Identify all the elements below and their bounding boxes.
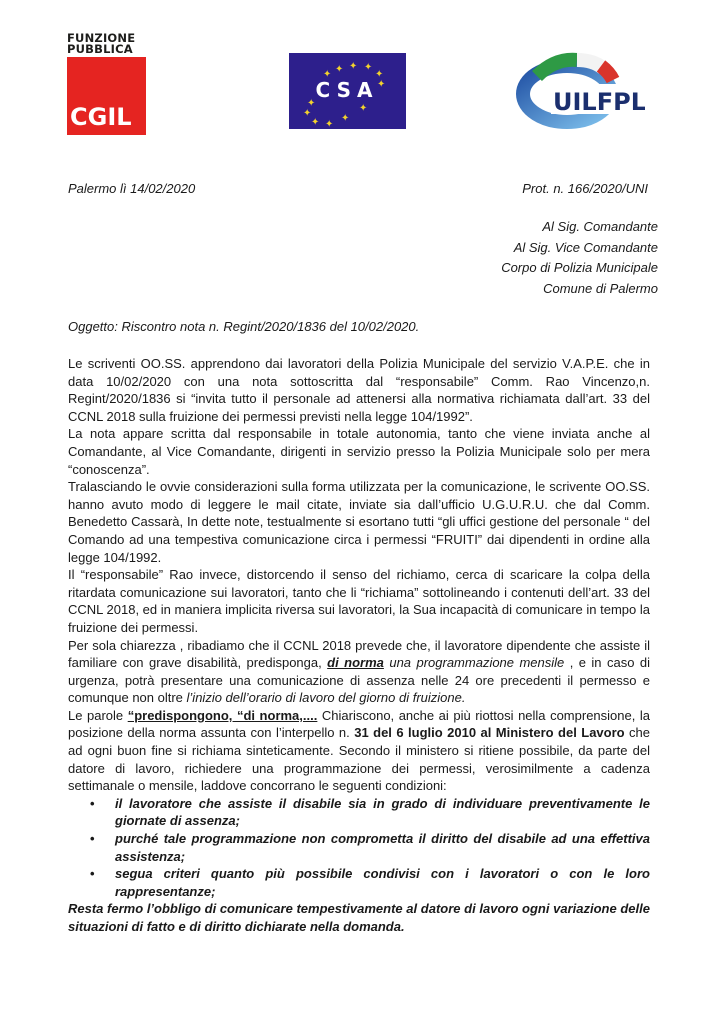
uilfpl-logo-mark: UILFPL xyxy=(553,88,645,116)
csa-logo-graphic xyxy=(289,53,406,129)
conditions-list xyxy=(68,795,650,901)
paragraph-6 xyxy=(68,707,650,795)
recipient-line: Al Sig. Vice Comandante xyxy=(513,239,658,255)
p5-text: Per sola chiarezza , ribadiamo che il CCNL 2018 prevede che, il lavoratore dipendente che assiste il familiare con grave disabilità, predisponga, xyxy=(68,637,650,671)
flag-white xyxy=(577,60,603,68)
star-icon: ✦ xyxy=(359,103,368,114)
star-icon: ✦ xyxy=(311,117,320,128)
star-icon: ✦ xyxy=(303,108,312,119)
p6-text: Chiariscono, anche ai più riottosi nella comprensione, la posizione della norma assunta con l’interpello n. xyxy=(68,707,651,741)
bullet-icon: • xyxy=(90,866,95,882)
star-icon: ✦ xyxy=(377,79,386,90)
star-icon: ✦ xyxy=(375,69,384,80)
paragraph-3: Tralasciando le ovvie considerazioni sulla forma utilizzata per la comunicazione, le scrivente OO.SS. hanno avuto modo di leggere le mail citate, inviate sia dall’ufficio U.G.U.R.U. che dal Comm. Benedetto Cassarà, In dette note, testualmente si esortano tutti “gli uffici gestione del personale “ del Comando ad una tempestiva comunicazione circa i permessi “FRUITI” dai dipendenti in ordine alla legge 104/1992. xyxy=(68,479,650,565)
condition-text: purché tale programmazione non comprometta il diritto del disabile ad una effettiva assistenza; xyxy=(115,831,650,864)
cgil-red-square xyxy=(67,57,146,135)
subject-line: Oggetto: Riscontro nota n. Regint/2020/1836 del 10/02/2020. xyxy=(68,319,420,334)
csa-logo xyxy=(289,53,406,129)
paragraph-1: Le scriventi OO.SS. apprendono dai lavoratori della Polizia Municipale del servizio V.A.P.E. che in data 10/02/2020 con una nota sottoscritta dal “responsabile” Comm. Rao Vincenzo,n. Regint/2020/1836 si “invita tutto il personale ad attenersi alla normativa richiamata dall’art. 33 del CCNL 2018 sulla fruizione dei permessi previsti nella legge 104/1992”. xyxy=(68,356,650,424)
p6-text: Le parole xyxy=(68,707,128,723)
cgil-logo-line1: FUNZIONE xyxy=(67,31,136,45)
p5-italic-end: l’inizio dell’orario di lavoro del giorno di fruizione. xyxy=(186,690,466,706)
cgil-logo-line2: PUBBLICA xyxy=(67,42,133,56)
csa-logo-mark: CSA xyxy=(315,78,379,102)
bullet-icon: • xyxy=(90,795,95,811)
paragraph-2: La nota appare scritta dal responsabile in totale autonomia, tanto che viene inviata anche al Comandante, al Vice Comandante, dirigenti in servizio presso la Polizia Municipale solo per mera “conoscenza”. xyxy=(68,426,650,477)
p5-italic: una programmazione mensile xyxy=(383,655,565,671)
bullet-icon: • xyxy=(90,831,95,847)
p6-emphasis-quoted: “predispongono, “di norma,.... xyxy=(127,707,318,723)
place-date: Palermo lì 14/02/2020 xyxy=(68,181,196,196)
uilfpl-logo xyxy=(515,48,645,130)
star-icon: ✦ xyxy=(335,64,344,75)
paragraph-5 xyxy=(68,637,650,707)
letter-body xyxy=(68,355,650,936)
p6-bold-interpello: 31 del 6 luglio 2010 al Ministero del Lavoro xyxy=(354,725,625,741)
closing-paragraph: Resta fermo l’obbligo di comunicare tempestivamente al datore di lavoro ogni variazione delle situazioni di fatto e di diritto dichiarate nella domanda. xyxy=(68,901,650,934)
star-icon: ✦ xyxy=(325,119,334,129)
recipient-line: Al Sig. Comandante xyxy=(542,219,658,234)
star-icon: ✦ xyxy=(307,98,316,109)
list-item xyxy=(90,795,650,830)
recipient-line: Comune di Palermo xyxy=(543,280,658,296)
condition-text: segua criteri quanto più possibile condivisi con i lavoratori o con le loro rappresentanze; xyxy=(115,866,650,899)
cgil-logo-mark: CGIL xyxy=(70,103,132,131)
star-icon: ✦ xyxy=(323,69,332,80)
uilfpl-logo-graphic xyxy=(515,48,645,130)
p5-emphasis-di-norma: di norma xyxy=(327,655,384,671)
star-icon: ✦ xyxy=(349,61,358,72)
paragraph-4: Il “responsabile” Rao invece, distorcendo il senso del richiamo, cerca di scaricare la colpa della ritardata comunicazione sui lavoratori, tanto che li “richiama” sottolineando i contenuti dell’art. 33 del CCNL 2018, ed in maniera implicita riversa sui lavoratori, la Sua incapacità di comunicare in tempo la fruizione dei permessi. xyxy=(68,567,650,635)
star-icon: ✦ xyxy=(341,113,350,124)
cgil-logo xyxy=(67,33,147,135)
p5-text: , e in caso di urgenza, potrà presentare una comunicazione di assenza nelle 24 ore precedenti il permesso e comunque non oltre xyxy=(68,655,650,706)
star-icon: ✦ xyxy=(364,62,373,73)
condition-text: il lavoratore che assiste il disabile sia in grado di individuare preventivamente le giornate di assenza; xyxy=(115,795,650,829)
recipients-block xyxy=(501,217,658,299)
p6-text: che ad ogni buon fine si richiama sinteticamente. Secondo il ministero si ritiene possibile, da parte del datore di lavoro, richiedere una programmazione dei permessi, verosimilmente a cadenza settimanale o mensile, laddove concorrano le seguenti condizioni: xyxy=(68,725,650,794)
recipient-line: Corpo di Polizia Municipale xyxy=(501,260,658,275)
list-item xyxy=(90,865,650,900)
list-item xyxy=(90,830,650,865)
protocol-number: Prot. n. 166/2020/UNI xyxy=(522,181,648,196)
